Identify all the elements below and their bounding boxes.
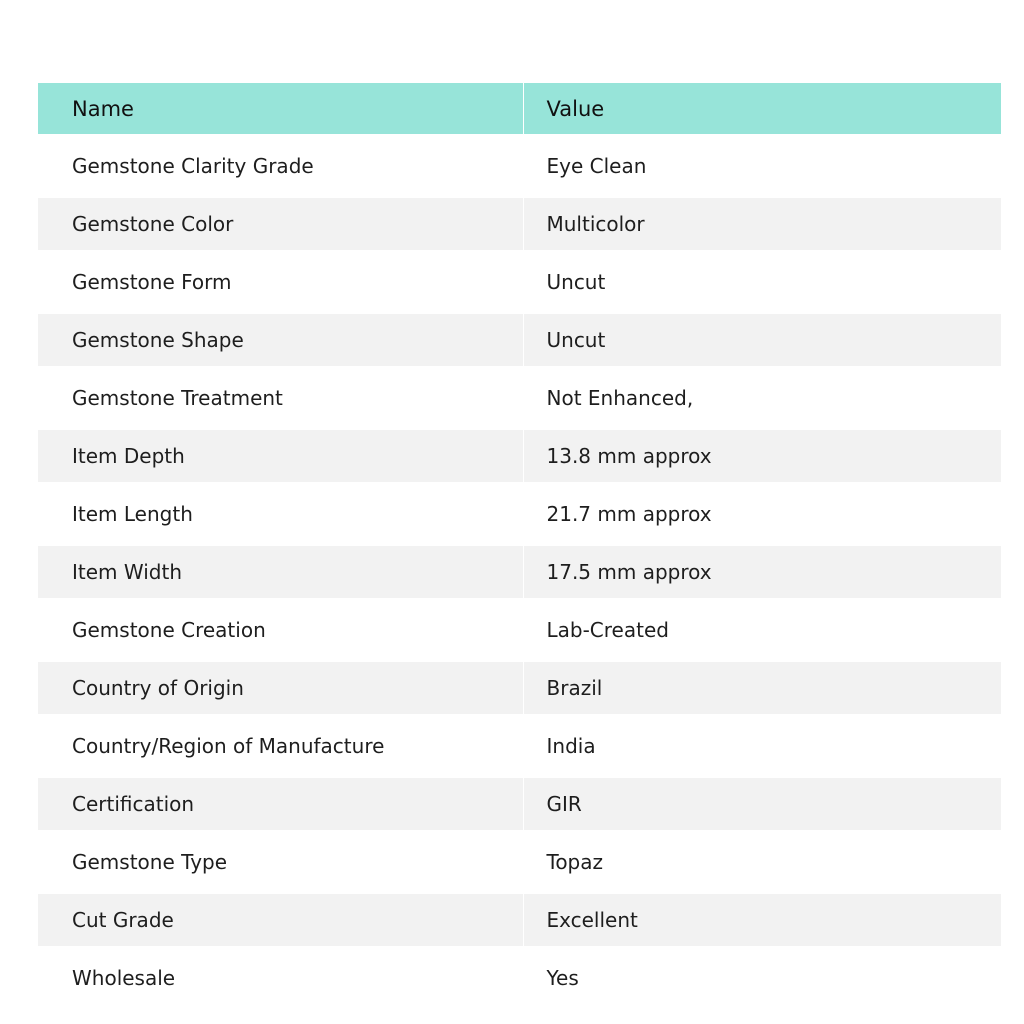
row-name-cell: Gemstone Color <box>38 198 523 250</box>
row-value-cell: Topaz <box>546 850 604 874</box>
table-row <box>38 946 1001 1010</box>
table-row <box>38 366 1001 430</box>
table-row <box>38 482 1001 546</box>
row-value-cell: Excellent <box>523 894 1001 946</box>
table-row <box>38 198 1001 250</box>
row-value-cell: 13.8 mm approx <box>523 430 1001 482</box>
row-name-cell: Item Width <box>38 546 523 598</box>
table-row <box>38 894 1001 946</box>
row-name-cell: Cut Grade <box>38 894 523 946</box>
row-name-cell: Item Depth <box>38 430 523 482</box>
row-value-cell: Not Enhanced, <box>546 386 694 410</box>
table-row <box>38 830 1001 894</box>
row-name-cell: Gemstone Shape <box>38 314 523 366</box>
row-name-cell: Gemstone Creation <box>38 598 523 662</box>
table-row <box>38 430 1001 482</box>
table-row <box>38 714 1001 778</box>
table-header-row <box>38 83 1001 134</box>
row-value-cell: GIR <box>523 778 1001 830</box>
row-value-cell: Uncut <box>546 270 606 294</box>
row-name-cell: Certification <box>38 778 523 830</box>
row-name-cell: Gemstone Form <box>38 250 523 314</box>
table-row <box>38 134 1001 198</box>
table-row <box>38 598 1001 662</box>
table-row <box>38 250 1001 314</box>
row-value-cell: India <box>546 734 596 758</box>
row-name-cell: Gemstone Clarity Grade <box>38 134 523 198</box>
table-row <box>38 314 1001 366</box>
row-name-cell: Country of Origin <box>38 662 523 714</box>
item-specifics-table <box>38 83 1001 1010</box>
row-value-cell: Brazil <box>523 662 1001 714</box>
row-name-cell: Gemstone Type <box>38 830 523 894</box>
row-value-cell: Yes <box>546 966 579 990</box>
column-header-name: Name <box>38 83 523 134</box>
row-value-cell: Multicolor <box>523 198 1001 250</box>
table-row <box>38 662 1001 714</box>
row-value-cell: 21.7 mm approx <box>546 502 712 526</box>
table-body <box>38 134 1001 1010</box>
row-value-cell: Uncut <box>523 314 1001 366</box>
column-header-value: Value <box>523 83 1001 134</box>
row-value-cell: Lab-Created <box>546 618 669 642</box>
row-value-cell: 17.5 mm approx <box>523 546 1001 598</box>
row-name-cell: Item Length <box>38 482 523 546</box>
row-name-cell: Wholesale <box>38 946 523 1010</box>
table-header <box>38 83 1001 134</box>
row-value-cell: Eye Clean <box>546 154 647 178</box>
table-row <box>38 778 1001 830</box>
row-name-cell: Country/Region of Manufacture <box>38 714 523 778</box>
row-name-cell: Gemstone Treatment <box>38 366 523 430</box>
table-row <box>38 546 1001 598</box>
